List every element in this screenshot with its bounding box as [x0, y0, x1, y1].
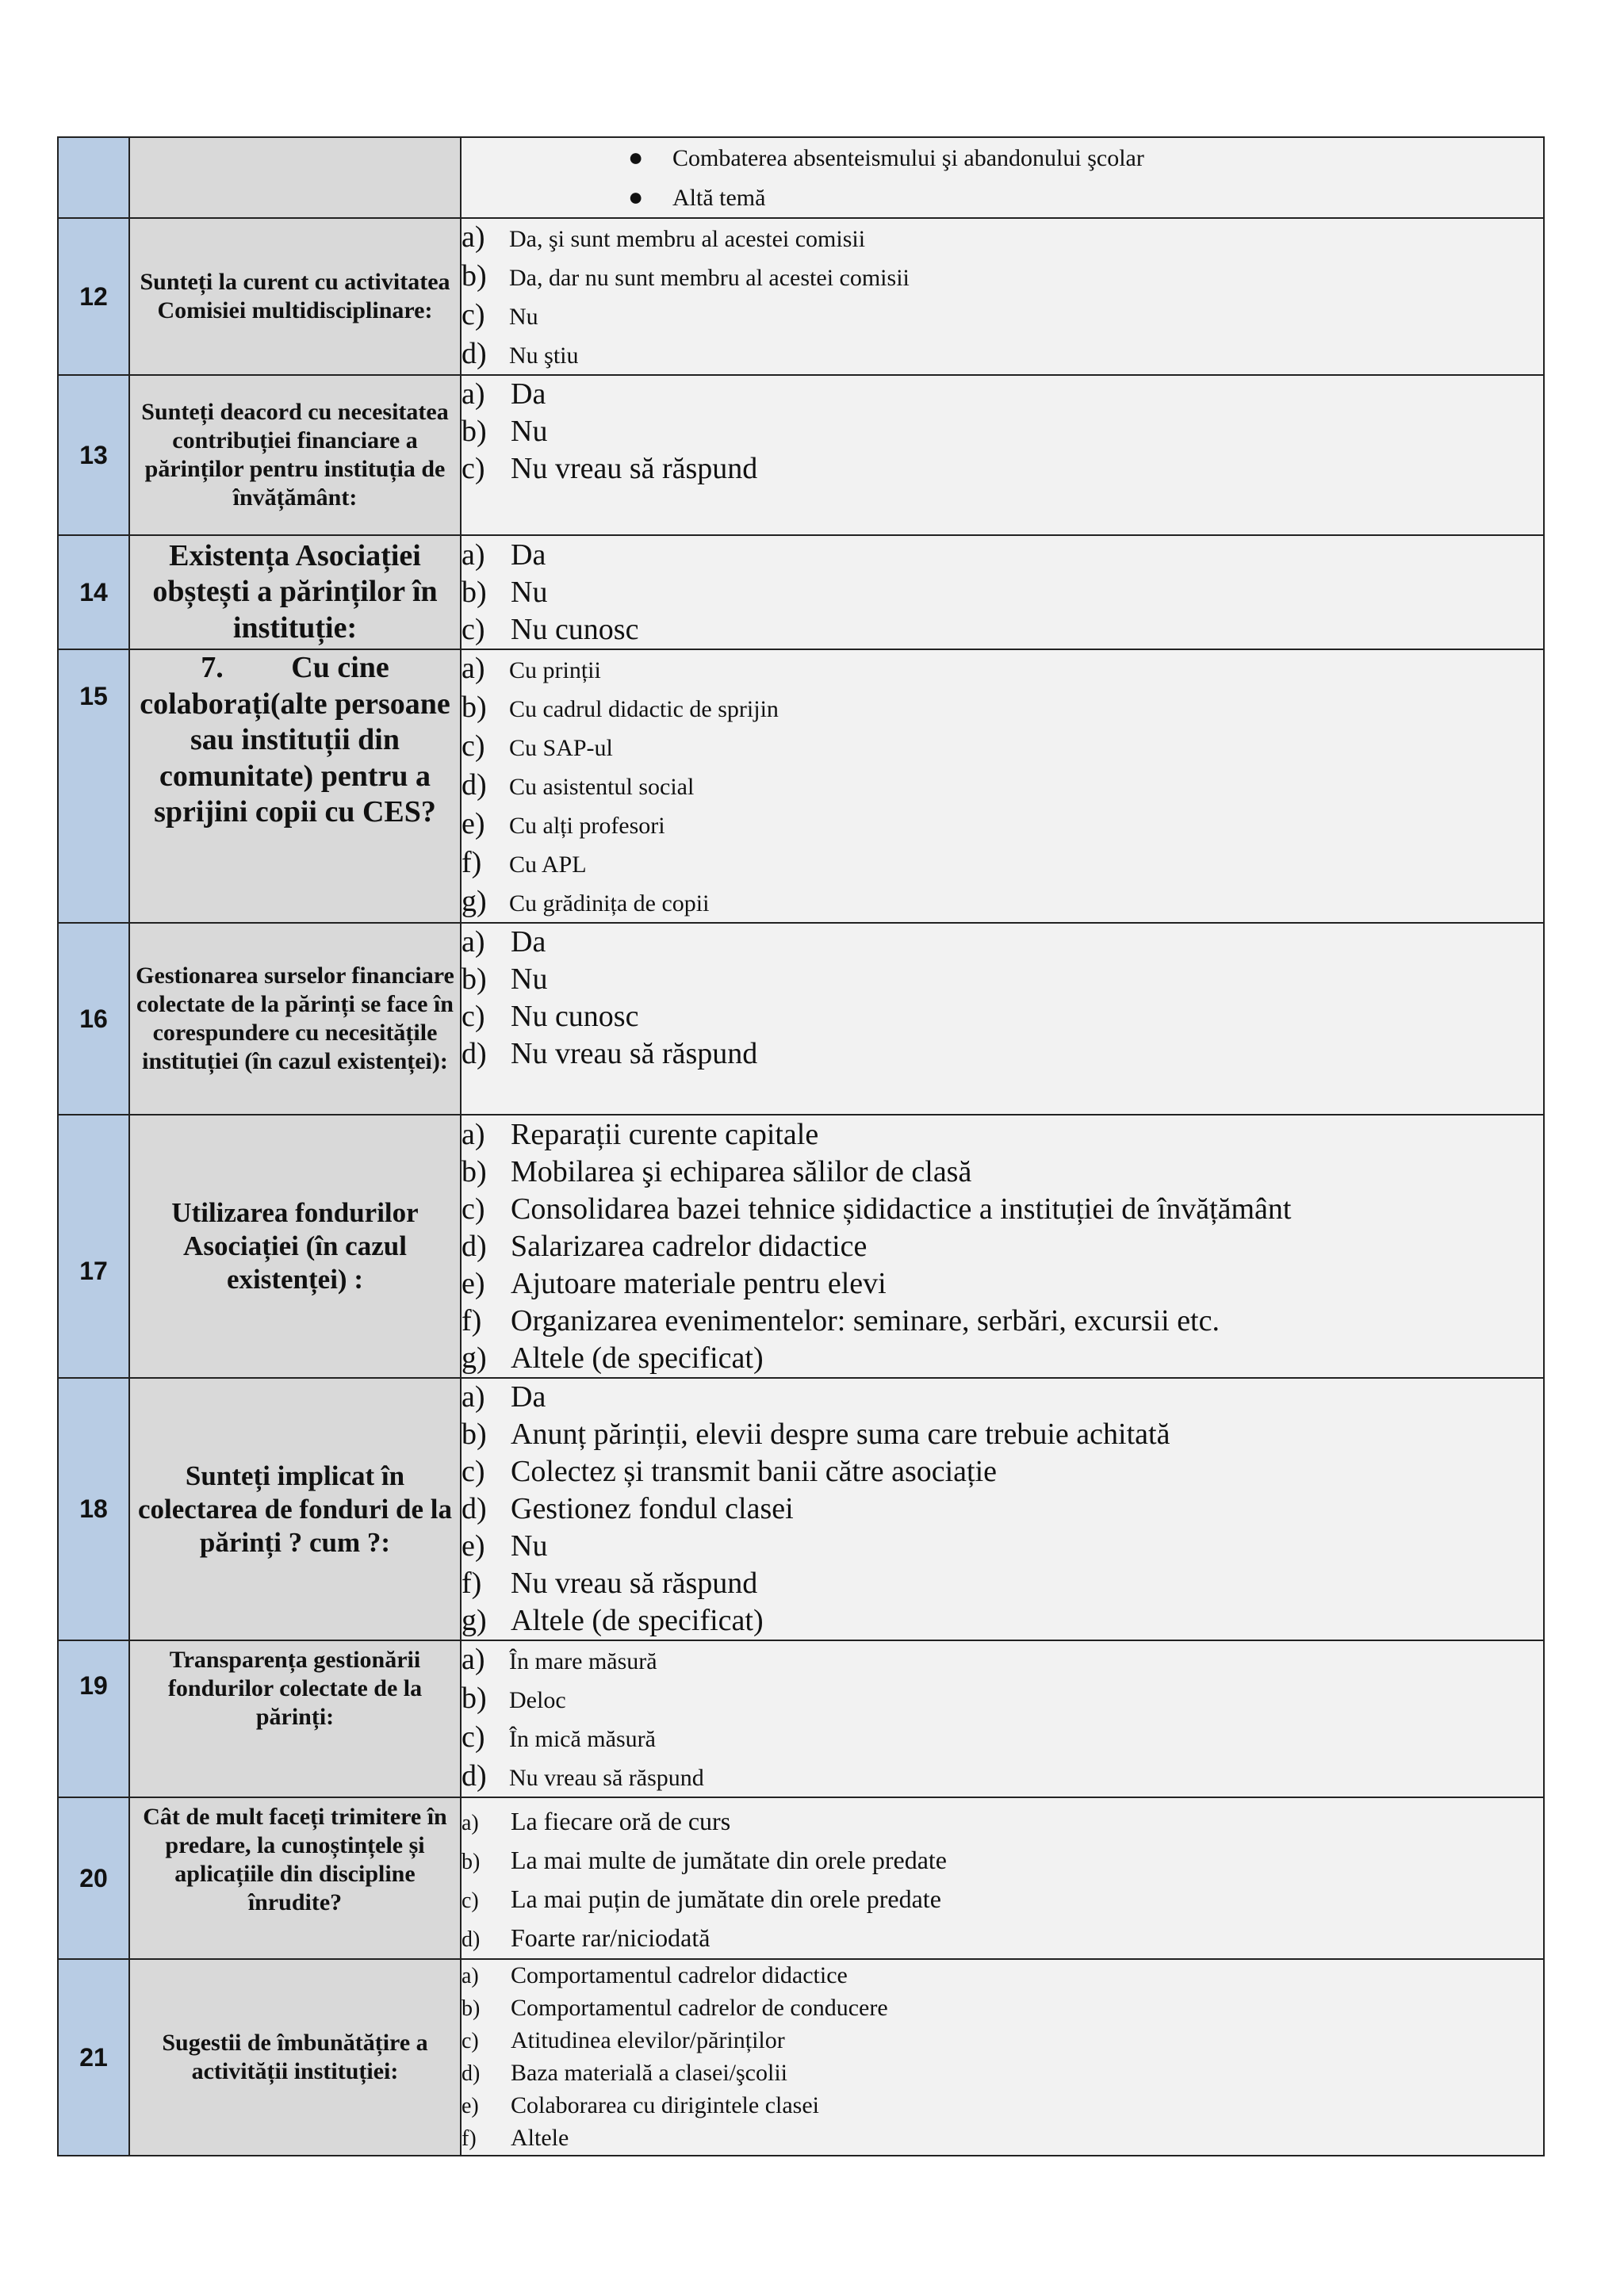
options-cell — [461, 137, 1544, 218]
question-number: 13 — [58, 375, 129, 535]
option-text: Comportamentul cadrelor de conducere — [511, 1995, 888, 2021]
list-item — [462, 806, 1543, 844]
list-item — [462, 1992, 1543, 2025]
option-letter: g) — [462, 1341, 487, 1375]
option-letter: f) — [462, 1303, 482, 1337]
option-text: Cu cadrul didactic de sprijin — [509, 696, 779, 722]
options-cell — [461, 1115, 1544, 1378]
list-item — [462, 219, 1543, 258]
option-text: Salarizarea cadrelor didactice — [511, 1229, 868, 1263]
option-letter: f) — [462, 1567, 482, 1600]
option-letter: a) — [462, 1643, 485, 1676]
list-item — [462, 1379, 1543, 1416]
bullet-icon: ● — [628, 182, 644, 211]
option-text: În mică măsură — [509, 1726, 656, 1752]
options-cell — [461, 218, 1544, 375]
list-item — [462, 2122, 1543, 2155]
table-row — [58, 218, 1544, 375]
question-number: 12 — [58, 218, 129, 375]
list-item — [462, 1303, 1543, 1340]
option-letter: c) — [462, 452, 485, 485]
list-item — [462, 1803, 1543, 1842]
option-text: Cu grădinița de copii — [509, 890, 710, 916]
options-cell — [461, 1640, 1544, 1797]
option-text: Nu — [511, 575, 548, 609]
options-list — [462, 219, 1543, 374]
option-letter: a) — [462, 1811, 479, 1835]
options-cell — [461, 535, 1544, 649]
option-letter: d) — [462, 1927, 481, 1952]
option-letter: b) — [462, 1682, 487, 1715]
options-list — [462, 376, 1543, 488]
question-number: 17 — [58, 1115, 129, 1378]
option-letter: d) — [462, 1037, 487, 1070]
list-item — [462, 844, 1543, 883]
table-row — [58, 137, 1544, 218]
list-item — [462, 1641, 1543, 1680]
option-letter: a) — [462, 220, 485, 254]
list-item — [462, 1919, 1543, 1958]
option-text: Gestionez fondul clasei — [511, 1492, 794, 1525]
option-text: Consolidarea bazei tehnice șididactice a instituției de învățământ — [511, 1192, 1292, 1226]
option-text: Da — [511, 538, 546, 572]
option-text: Comportamentul cadrelor didactice — [511, 1962, 848, 1988]
option-letter: e) — [462, 2094, 479, 2118]
table-row — [58, 649, 1544, 923]
option-letter: c) — [462, 612, 485, 646]
option-letter: c) — [462, 1000, 485, 1033]
option-text: Nu cunosc — [511, 612, 639, 646]
option-letter: a) — [462, 1117, 485, 1151]
options-cell — [461, 1959, 1544, 2156]
options-list — [462, 1960, 1543, 2155]
option-text: Nu — [511, 415, 548, 448]
option-text: Cu prinții — [509, 657, 601, 683]
list-item — [462, 1416, 1543, 1453]
list-item — [462, 1960, 1543, 1992]
option-text: Da — [511, 925, 546, 959]
list-item — [462, 883, 1543, 922]
list-item — [462, 689, 1543, 728]
option-text: Nu — [511, 1529, 548, 1563]
option-text: Cu alți profesori — [509, 813, 665, 839]
table-row — [58, 923, 1544, 1115]
list-item — [462, 1116, 1543, 1154]
list-item — [462, 924, 1543, 961]
option-text: În mare măsură — [509, 1648, 657, 1674]
option-text: Colaborarea cu dirigintele clasei — [511, 2092, 819, 2118]
option-letter: f) — [462, 846, 482, 879]
option-letter: c) — [462, 298, 485, 331]
question-number: 16 — [58, 923, 129, 1115]
option-text: Altele (de specificat) — [511, 1341, 764, 1375]
list-item — [462, 1340, 1543, 1377]
options-cell — [461, 923, 1544, 1115]
table-row — [58, 1797, 1544, 1959]
question-text: Sunteți implicat în colectarea de fonduri de la părinți ? cum ?: — [129, 1378, 461, 1640]
list-item — [462, 258, 1543, 297]
list-item — [462, 611, 1543, 649]
option-text: Altă temă — [672, 185, 766, 211]
list-item — [462, 1191, 1543, 1228]
options-list — [462, 138, 1543, 217]
table-row — [58, 1640, 1544, 1797]
option-letter: b) — [462, 415, 487, 448]
option-text: Mobilarea şi echiparea sălilor de clasă — [511, 1154, 972, 1188]
option-letter: d) — [462, 337, 487, 370]
option-text: Cu SAP-ul — [509, 735, 613, 761]
option-letter: b) — [462, 575, 487, 609]
options-cell — [461, 375, 1544, 535]
option-letter: b) — [462, 962, 487, 996]
question-text: Transparența gestionării fondurilor colectate de la părinți: — [129, 1640, 461, 1797]
option-letter: g) — [462, 1604, 487, 1637]
question-text: Existența Asociației obștești a părinților în instituție: — [129, 535, 461, 649]
option-text: Da — [511, 377, 546, 411]
option-letter: a) — [462, 652, 485, 685]
option-letter: b) — [462, 691, 487, 724]
option-text: Cu APL — [509, 851, 587, 878]
list-item — [462, 2057, 1543, 2090]
option-letter: d) — [462, 768, 487, 802]
options-list — [462, 650, 1543, 922]
option-letter: c) — [462, 729, 485, 763]
question-text: 7. Cu cine colaborați(alte persoane sau instituții din comunitate) pentru a sprijini copii cu CES? — [129, 649, 461, 923]
question-number: 14 — [58, 535, 129, 649]
option-letter: d) — [462, 1492, 487, 1525]
list-item — [462, 1842, 1543, 1881]
table-row — [58, 375, 1544, 535]
option-text: Nu vreau să răspund — [511, 1567, 758, 1600]
list-item — [462, 728, 1543, 767]
option-letter: a) — [462, 377, 485, 411]
option-letter: d) — [462, 1759, 487, 1793]
table-row — [58, 1378, 1544, 1640]
question-text: Sunteți deacord cu necesitatea contribuției financiare a părinților pentru instituția de învățământ: — [129, 375, 461, 535]
list-item — [462, 413, 1543, 450]
option-text: Nu ştiu — [509, 342, 579, 369]
option-letter: f) — [462, 2126, 477, 2151]
question-number: 15 — [58, 649, 129, 923]
option-text: Anunț părinții, elevii despre suma care trebuie achitată — [511, 1418, 1170, 1451]
option-letter: d) — [462, 2061, 481, 2086]
list-item — [462, 998, 1543, 1035]
option-letter: c) — [462, 2029, 479, 2053]
option-text: Altele — [511, 2125, 569, 2151]
option-text: Foarte rar/niciodată — [511, 1923, 710, 1952]
option-letter: b) — [462, 259, 487, 293]
list-item — [462, 2090, 1543, 2122]
question-number: 20 — [58, 1797, 129, 1959]
options-list — [462, 1116, 1543, 1377]
option-text: Baza materială a clasei/şcolii — [511, 2060, 787, 2086]
options-list — [462, 924, 1543, 1073]
list-item — [462, 335, 1543, 374]
list-item — [462, 1490, 1543, 1528]
option-letter: e) — [462, 1529, 485, 1563]
options-cell — [461, 1378, 1544, 1640]
option-letter: c) — [462, 1720, 485, 1754]
question-number: 19 — [58, 1640, 129, 1797]
option-text: La fiecare oră de curs — [511, 1807, 731, 1835]
option-letter: a) — [462, 538, 485, 572]
list-item — [462, 297, 1543, 335]
option-text: Combaterea absenteismului şi abandonului şcolar — [672, 145, 1144, 171]
table-row — [58, 1115, 1544, 1378]
option-text: Da, dar nu sunt membru al acestei comisii — [509, 265, 910, 291]
option-letter: c) — [462, 1888, 479, 1913]
option-text: Altele (de specificat) — [511, 1604, 764, 1637]
option-text: Ajutoare materiale pentru elevi — [511, 1266, 887, 1300]
option-text: Da — [511, 1380, 546, 1414]
question-number: 21 — [58, 1959, 129, 2156]
options-cell — [461, 1797, 1544, 1959]
option-text: Da, şi sunt membru al acestei comisii — [509, 226, 866, 252]
option-letter: b) — [462, 1996, 481, 2021]
option-text: La mai puțin de jumătate din orele predate — [511, 1885, 941, 1913]
list-item — [462, 1265, 1543, 1303]
option-text: Nu vreau să răspund — [511, 452, 758, 485]
question-text — [129, 137, 461, 218]
options-list — [462, 1798, 1543, 1958]
options-list — [462, 537, 1543, 649]
list-item — [462, 178, 1543, 217]
list-item — [462, 1035, 1543, 1073]
option-letter: c) — [462, 1455, 485, 1488]
options-cell — [461, 649, 1544, 923]
list-item — [462, 1881, 1543, 1919]
list-item — [462, 1528, 1543, 1565]
option-text: Nu — [509, 304, 538, 330]
list-item — [462, 138, 1543, 178]
table-row — [58, 535, 1544, 649]
question-text: Utilizarea fondurilor Asociației (în cazul existenței) : — [129, 1115, 461, 1378]
option-text: Colectez și transmit banii către asociație — [511, 1455, 998, 1488]
list-item — [462, 1228, 1543, 1265]
table-row — [58, 1959, 1544, 2156]
option-text: Organizarea evenimentelor: seminare, serbări, excursii etc. — [511, 1303, 1220, 1337]
list-item — [462, 2025, 1543, 2057]
list-item — [462, 1719, 1543, 1758]
bullet-icon: ● — [628, 143, 644, 171]
list-item — [462, 1602, 1543, 1640]
list-item — [462, 767, 1543, 806]
option-letter: a) — [462, 1380, 485, 1414]
list-item — [462, 650, 1543, 689]
option-text: Reparații curente capitale — [511, 1117, 819, 1151]
option-letter: a) — [462, 925, 485, 959]
option-text: Deloc — [509, 1687, 566, 1713]
option-letter: g) — [462, 885, 487, 918]
list-item — [462, 1154, 1543, 1191]
option-text: Nu vreau să răspund — [511, 1037, 758, 1070]
option-text: La mai multe de jumătate din orele predate — [511, 1846, 947, 1874]
question-text: Cât de mult faceți trimitere în predare, la cunoștințele și aplicațiile din discipline înrudite? — [129, 1797, 461, 1959]
option-letter: e) — [462, 807, 485, 840]
list-item — [462, 961, 1543, 998]
options-list — [462, 1641, 1543, 1797]
option-text: Cu asistentul social — [509, 774, 695, 800]
question-number — [58, 137, 129, 218]
option-letter: d) — [462, 1229, 487, 1263]
list-item — [462, 1453, 1543, 1490]
option-letter: a) — [462, 1964, 479, 1988]
option-letter: c) — [462, 1192, 485, 1226]
list-item — [462, 574, 1543, 611]
option-text: Nu cunosc — [511, 1000, 639, 1033]
list-item — [462, 1680, 1543, 1719]
option-letter: b) — [462, 1418, 487, 1451]
option-text: Nu vreau să răspund — [509, 1765, 704, 1791]
question-text: Sugestii de îmbunătățire a activității instituției: — [129, 1959, 461, 2156]
list-item — [462, 376, 1543, 413]
list-item — [462, 1565, 1543, 1602]
list-item — [462, 537, 1543, 574]
questionnaire-table — [57, 136, 1545, 2156]
list-item — [462, 1758, 1543, 1797]
list-item — [462, 450, 1543, 488]
options-list — [462, 1379, 1543, 1640]
question-text: Sunteți la curent cu activitatea Comisiei multidisciplinare: — [129, 218, 461, 375]
question-number: 18 — [58, 1378, 129, 1640]
option-text: Atitudinea elevilor/părinților — [511, 2027, 785, 2053]
option-letter: b) — [462, 1154, 487, 1188]
option-letter: b) — [462, 1850, 481, 1874]
option-letter: e) — [462, 1266, 485, 1300]
question-text: Gestionarea surselor financiare colectate de la părinți se face în corespundere cu necesitățile instituției (în cazul existenței): — [129, 923, 461, 1115]
option-text: Nu — [511, 962, 548, 996]
